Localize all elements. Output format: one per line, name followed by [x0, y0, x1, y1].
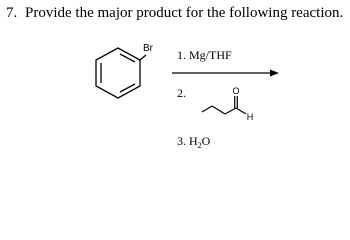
bromobenzene-structure	[96, 48, 146, 98]
reagent-step-1: 1. Mg/THF	[177, 48, 232, 62]
carbon-bromine-bond	[140, 55, 146, 60]
chain-bond-2	[212, 106, 225, 114]
reagent-step-2: 2.	[177, 86, 186, 100]
reagent-step-3-suffix: O	[201, 134, 211, 148]
benzene-inner-bond-1	[120, 54, 135, 62]
question-text: Provide the major product for the following reaction.	[25, 5, 344, 21]
aldehyde-ch-bond	[236, 108, 246, 114]
benzene-inner-bond-2	[120, 84, 135, 92]
question-number: 7.	[6, 5, 18, 21]
aldehyde-hydrogen-label: H	[246, 112, 254, 122]
reagent-step-3-subscript: 2	[197, 141, 202, 150]
chain-bond-1	[202, 106, 212, 112]
reaction-arrow	[172, 70, 279, 77]
propanal-structure	[202, 96, 246, 114]
benzene-ring	[96, 48, 140, 98]
reagent-step-3	[177, 134, 211, 150]
chain-bond-3	[225, 108, 236, 114]
bromine-label: Br	[143, 43, 153, 54]
carbonyl-oxygen-label: O	[232, 86, 240, 96]
reagent-step-3-prefix: 3. H	[177, 134, 198, 148]
